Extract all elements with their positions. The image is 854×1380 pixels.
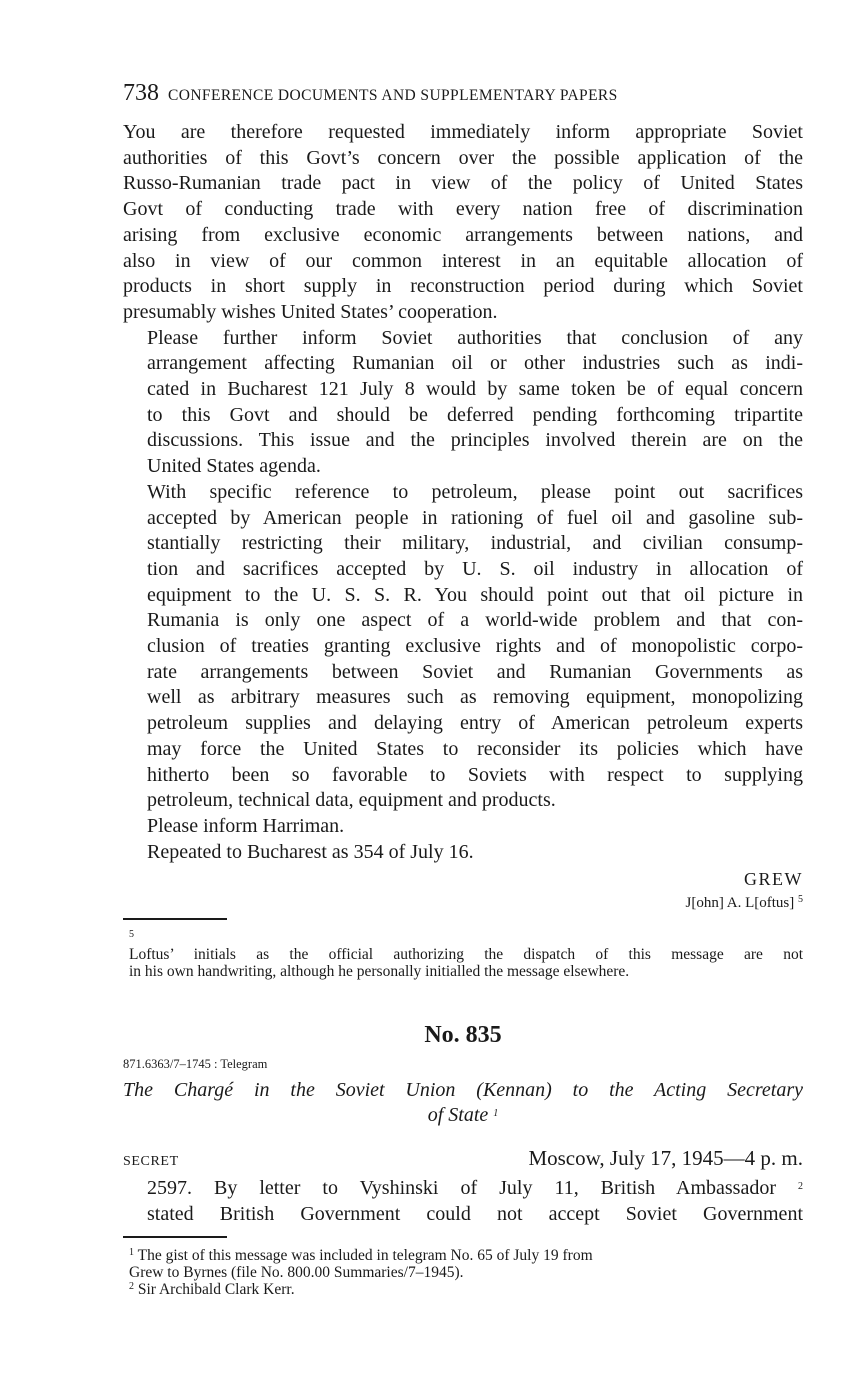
text-line: authorities of this Govt’s concern over the possible application of the — [123, 146, 803, 169]
footnote-line: Grew to Byrnes (file No. 800.00 Summaries/7–1945). — [129, 1263, 464, 1281]
dateline-row — [123, 1146, 803, 1171]
text-line: accepted by American people in rationing of fuel oil and gasoline sub- — [147, 506, 803, 529]
footnote-line: The gist of this message was included in telegram No. 65 of July 19 from — [137, 1246, 593, 1264]
title-line-text: of State — [427, 1104, 489, 1127]
text-line: petroleum supplies and delaying entry of American petroleum experts — [147, 712, 803, 735]
text-line: Rumania is only one aspect of a world-wide problem and that con- — [147, 609, 803, 632]
footnote-line: in his own handwriting, although he personally initialled the message elsewhere. — [129, 963, 630, 981]
document-number: No. 835 — [424, 1022, 502, 1049]
signature-initials — [123, 892, 803, 914]
text-line: Please further inform Soviet authorities that conclusion of any — [147, 326, 803, 349]
footnote-rule — [123, 918, 227, 920]
paragraph — [123, 326, 803, 480]
text-line: clusion of treaties granting exclusive rights and of monopolistic corpo- — [147, 635, 803, 658]
footnote-ref-1: 1 — [493, 1108, 499, 1120]
footnote-number: 5 — [129, 929, 134, 941]
body-line — [123, 1176, 803, 1202]
footnote-ref-5: 5 — [798, 894, 803, 906]
text-line: may force the United States to reconsider its policies which have — [147, 737, 803, 760]
footnotes — [123, 1247, 803, 1298]
text-line: Repeated to Bucharest as 354 of July 16. — [147, 840, 474, 863]
text-line: With specific reference to petroleum, please point out sacrifices — [147, 480, 803, 503]
running-head-title: CONFERENCE DOCUMENTS AND SUPPLEMENTARY PAPERS — [168, 87, 618, 104]
text-line: cated in Bucharest 121 July 8 would by same token be of equal concern — [147, 378, 803, 401]
footnote-line: Loftus’ initials as the official authorizing the dispatch of this message are not — [129, 946, 803, 964]
file-reference: 871.6363/7–1745 : Telegram — [123, 1057, 268, 1072]
document-title — [123, 1078, 803, 1128]
page-number: 738 — [123, 80, 159, 106]
text-line: Russo-Rumanian trade pact in view of the policy of United States — [123, 172, 803, 195]
text-line: arising from exclusive economic arrangements between nations, and — [123, 223, 803, 246]
text-line: Please inform Harriman. — [147, 814, 345, 837]
initials-text: J[ohn] A. L[oftus] — [685, 895, 795, 912]
dateline: Moscow, July 17, 1945—4 p. m. — [528, 1146, 803, 1171]
text-line: to this Govt and should be deferred pending forthcoming tripartite — [147, 403, 803, 426]
text-line: tion and sacrifices accepted by U. S. oil industry in allocation of — [147, 557, 803, 580]
text-line: United States agenda. — [147, 455, 321, 478]
footnote-5 — [123, 929, 803, 980]
text-line: Govt of conducting trade with every nation free of discrimination — [123, 198, 803, 221]
text-line: arrangement affecting Rumanian oil or other industries such as indi- — [147, 352, 803, 375]
footnote-2 — [123, 1281, 803, 1298]
title-line — [123, 1103, 803, 1128]
paragraph — [123, 480, 803, 814]
telegram-text — [123, 1176, 803, 1227]
signature-name: GREW — [744, 869, 803, 890]
text-line: petroleum, technical data, equipment and products. — [147, 789, 556, 812]
telegram-body — [123, 120, 803, 865]
paragraph — [123, 814, 803, 840]
running-head — [123, 80, 803, 120]
document-page — [123, 80, 803, 1298]
text-line: hitherto been so favorable to Soviets with respect to supplying — [147, 763, 803, 786]
text-line: products in short supply in reconstruction period during which Soviet — [123, 275, 803, 298]
text-line: presumably wishes United States’ cooperation. — [123, 300, 498, 323]
footnote-number: 1 — [129, 1246, 134, 1258]
classification-label: SECRET — [123, 1154, 179, 1170]
text-line: also in view of our common interest in an equitable allocation of — [123, 249, 803, 272]
footnote-1 — [123, 1247, 803, 1281]
footnote-ref-2: 2 — [798, 1181, 804, 1193]
text-line: You are therefore requested immediately inform appropriate Soviet — [123, 121, 803, 143]
body-line: stated British Government could not accept Soviet Government — [147, 1203, 803, 1226]
text-line: equipment to the U. S. S. R. You should point out that oil picture in — [147, 583, 803, 606]
text-line: rate arrangements between Soviet and Rumanian Governments as — [147, 660, 803, 683]
text-line: stantially restricting their military, industrial, and civilian consump- — [147, 532, 803, 555]
footnote-number: 2 — [129, 1280, 134, 1292]
signature-block — [123, 867, 803, 914]
footnote-line: Sir Archibald Clark Kerr. — [137, 1280, 295, 1298]
paragraph — [123, 120, 803, 326]
title-line: The Chargé in the Soviet Union (Kennan) to the Acting Secretary — [123, 1079, 803, 1102]
text-line: discussions. This issue and the principles involved therein are on the — [147, 429, 803, 452]
body-line-text: 2597. By letter to Vyshinski of July 11, British Ambassador — [147, 1177, 777, 1200]
paragraph — [123, 840, 803, 866]
text-line: well as arbitrary measures such as removing equipment, monopolizing — [147, 686, 803, 709]
footnote-rule — [123, 1236, 227, 1238]
